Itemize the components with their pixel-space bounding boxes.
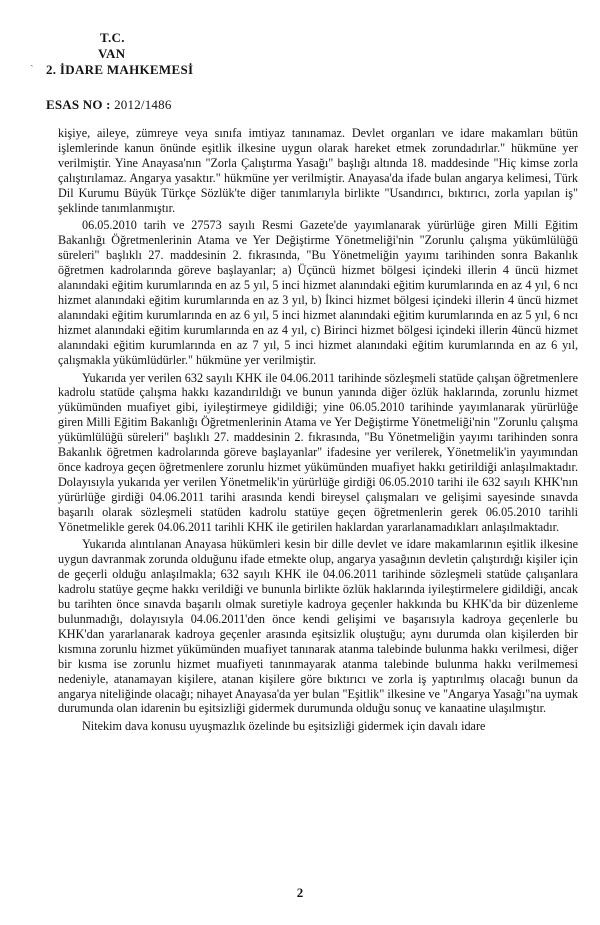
case-number-value: 2012/1486 bbox=[114, 97, 172, 112]
case-number-line bbox=[46, 97, 172, 113]
margin-mark: ˏ bbox=[30, 55, 34, 67]
paragraph: Yukarıda yer verilen 632 sayılı KHK ile 04.06.2011 tarihinde sözleşmeli statüde çalışan öğretmenlere kadrolu statüde çalışma hakkı kazandırıldığı ve bunun yanında diğer özlük haklarında, zorunlu hizmet yükümünden muafiyet gibi, iyileştirmeye gidildiği; yine 06.05.2010 tarihinde yayımlanarak yürürlüğe giren Milli Eğitim Bakanlığı Öğretmenlerinin Atama ve Yer Değiştirme Yönetmeliği'nin "Zorunlu çalışma yükümlülüğü süreleri" başlıklı 27. maddesinin 2. fıkrasında, "Bu Yönetmeliğin yayımı tarihinden sonra Bakanlık öğretmen kadrolarında göreve başlayanlar" ifadesine yer verilerek, Yönetmelik'in yayımından önce kadroya geçen öğretmenlere zorunlu hizmet yükümünden muafiyet hakkı getirildiği anlaşılmaktadır. Dolayısıyla yukarıda yer verilen Yönetmelik'in yürürlüğe girdiği 06.05.2010 tarihi ile 632 sayılı KHK'nın yürürlüğe girdiği 04.06.2011 tarihi arasında kendi bireysel çalışmaları ve gelişimi sayesinde sınavda başarılı olarak sözleşmeli statüden kadrolu statüye geçen öğretmenlerin gerek 06.05.2010 tarihli Yönetmelikle gerek 04.06.2011 tarihli KHK ile getirilen haklardan yararlanamadıkları anlaşılmaktadır. bbox=[58, 370, 578, 534]
paragraph: Yukarıda alıntılanan Anayasa hükümleri kesin bir dille devlet ve idare makamlarının eşitlik ilkesine uygun davranmak zorunda olduğunu ifade etmekte olup, angarya yasağının devletin çalıştırdığı kişiler için de geçerli olduğu anlaşılmakla; 632 sayılı KHK ile 04.06.2011 tarihinde sözleşmeli statüde çalışanlara kadrolu statüye geçme hakkı verildiği ve bununla birlikte özlük haklarında iyileştirmelere gidildiği, ancak bu tarihten önce sınavda başarılı olmak suretiyle kadroya geçenler hakkında bu KHK'da bir düzenleme bulunmadığı, dolayısıyla 04.06.2011'den önce kendi gelişimi ve başarısıyla kadroya geçenlerle bu KHK'dan yararlanarak kadroya geçenler arasında eşitsizlik oluştuğu; aynı durumda olan kişilerden bir kısmına zorunlu hizmet yükümünden muafiyet tanınarak atanma talebinde bulunma hakkı verilmesi, diğer bir kısma ise zorunlu hizmet muafiyeti tanınmayarak atanma talebinde bulunma hakkı verilmemesi nedeniyle, atanamayan kişilere, atanan kişilere göre bıktırıcı ve zorla iş yaptırılmış olacağı bunun da angarya niteliğinde olacağı; nihayet Anayasa'da yer bulan "Eşitlik" ilkesine ve "Angarya Yasağı"na uymak durumunda olan idarenin bu eşitsizliği gidermek durumunda olduğu sonuç ve kanaatine ulaşılmıştır. bbox=[58, 537, 578, 716]
header-tc: T.C. bbox=[100, 30, 125, 45]
court-header bbox=[40, 30, 240, 78]
case-number-label: ESAS NO : bbox=[46, 97, 111, 112]
header-city: VAN bbox=[98, 46, 126, 61]
page-number: 2 bbox=[296, 885, 304, 900]
paragraph: Nitekim dava konusu uyuşmazlık özelinde bu eşitsizliği gidermek için davalı idare bbox=[82, 719, 486, 734]
paragraph: 06.05.2010 tarih ve 27573 sayılı Resmi Gazete'de yayımlanarak yürürlüğe giren Milli Eğitim Bakanlığı Öğretmenlerinin Atama ve Yer Değiştirme Yönetmeliği'nin "Zorunlu çalışma yükümlülüğü süreleri" başlıklı 27. maddesinin 2. fıkrasında, "Bu Yönetmeliğin yayımı tarihinden sonra Bakanlık öğretmen kadrolarında göreve başlayanlar; a) Üçüncü hizmet bölgesi içindeki illerin 4 üncü hizmet alanındaki eğitim kurumlarında en az 5 yıl, 5 inci hizmet alanındaki eğitim kurumlarında en az 4 yıl, 6 ncı hizmet alanındaki eğitim kurumlarında en az 3 yıl, b) İkinci hizmet bölgesi içindeki illerin 4 üncü hizmet alanındaki eğitim kurumlarında en az 6 yıl, 5 inci hizmet alanındaki eğitim kurumlarında en az 5 yıl, 6 ncı hizmet alanındaki eğitim kurumlarında en az 4 yıl, c) Birinci hizmet bölgesi içindeki illerin 4üncü hizmet alanındaki eğitim kurumlarında en az 7 yıl, 5 inci hizmet alanındaki eğitim kurumlarında en az 6 yıl, çalışmakla yükümlüdürler." hükmüne yer verilmiştir. bbox=[58, 218, 578, 367]
document-body bbox=[58, 126, 578, 734]
header-court-name: 2. İDARE MAHKEMESİ bbox=[46, 62, 194, 77]
paragraph: kişiye, aileye, zümreye veya sınıfa imtiyaz tanınamaz. Devlet organları ve idare makamları bütün işlemlerinde kanun önünde eşitlik ilkesine uygun olarak hareket etmek zorundadırlar." hükmüne yer verilmiştir. Yine Anayasa'nın "Zorla Çalıştırma Yasağı" başlığı altında 18. maddesinde "Hiç kimse zorla çalıştırılamaz. Angarya yasaktır." hükmüne yer verilmiştir. Anayasa'da ifade bulan angarya kelimesi, Türk Dil Kurumu Büyük Türkçe Sözlük'te diğer tanımlarıyla birlikte "Usandırıcı, bıktırıcı, zorla yapılan iş" şeklinde tanımlanmıştır. bbox=[58, 126, 578, 215]
